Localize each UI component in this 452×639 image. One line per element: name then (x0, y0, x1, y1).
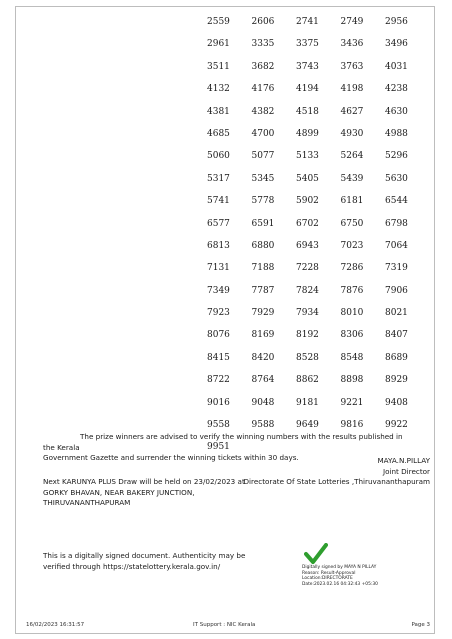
winning-number: 4382 (251, 106, 275, 117)
winning-number: 8306 (340, 330, 364, 341)
winning-number: 8192 (296, 330, 319, 341)
winning-number: 4031 (385, 61, 408, 72)
signature-signed-by: Digitally signed by MAYA N PILLAY (302, 565, 377, 570)
winning-number: 4238 (385, 84, 408, 95)
winning-number: 5060 (207, 151, 230, 162)
winning-number: 4198 (340, 84, 364, 95)
winning-number: 5317 (207, 173, 230, 184)
winning-number: 7923 (207, 308, 230, 319)
winning-number: 7349 (207, 285, 230, 296)
winning-number: 7934 (296, 308, 319, 319)
winning-number: 8021 (385, 308, 408, 319)
winning-number: 7228 (296, 263, 319, 274)
signer-title: Joint Director (382, 466, 430, 476)
winning-number: 3375 (296, 39, 319, 50)
winning-number: 8010 (340, 308, 364, 319)
winning-number: 6798 (385, 218, 408, 229)
winning-number: 8764 (251, 375, 275, 386)
winning-number: 9048 (251, 397, 275, 408)
winning-number: 5741 (207, 196, 230, 207)
winning-number: 2956 (385, 17, 408, 27)
winning-number: 7929 (251, 308, 275, 319)
winning-number: 9951 (207, 442, 230, 453)
winning-number: 8548 (340, 352, 364, 363)
prize-notice (43, 432, 415, 464)
winning-number: 5077 (251, 151, 275, 162)
signature-reason: Reason: Result-Approval (302, 570, 356, 576)
winning-number: 3496 (385, 39, 408, 50)
winning-number: 2961 (207, 39, 230, 50)
winning-number: 4194 (296, 84, 319, 95)
winning-number: 6544 (385, 196, 408, 207)
winning-number: 9922 (385, 420, 408, 431)
winning-number: 6813 (207, 240, 230, 251)
winning-number: 4132 (207, 84, 230, 95)
winning-number: 7023 (340, 240, 364, 251)
winning-number: 8169 (251, 330, 275, 341)
winning-number: 5630 (385, 173, 408, 184)
winning-number: 4176 (251, 84, 275, 95)
winning-number: 8528 (296, 352, 319, 363)
winning-number: 9221 (340, 397, 364, 408)
signer-name: MAYA.N.PILLAY (377, 456, 430, 465)
winning-number: 9649 (296, 420, 319, 431)
winning-number: 4899 (296, 128, 319, 139)
winning-number: 5133 (296, 151, 319, 162)
winning-number: 9181 (296, 397, 319, 408)
footer-timestamp: 16/02/2023 16:31:57 (26, 622, 85, 628)
checkmark-icon (304, 543, 328, 565)
next-draw-info (43, 477, 253, 509)
winning-number: 3682 (251, 61, 275, 72)
winning-number: 2559 (207, 17, 230, 27)
directorate-name: Directorate Of State Lotteries ,Thiruvananthapuram (243, 477, 430, 486)
winning-number: 8689 (385, 352, 408, 363)
signature-date: Date:2023.02.16 04:32:43 +05:30 (302, 581, 378, 587)
winning-number: 4685 (207, 128, 230, 139)
winning-number: 6943 (296, 240, 319, 251)
winning-number: 7876 (340, 285, 364, 296)
winning-number: 6880 (251, 240, 275, 251)
winning-number: 3743 (296, 61, 319, 72)
winning-number: 3511 (207, 61, 230, 72)
next-draw-line-3: THIRUVANANTHAPURAM (43, 498, 131, 507)
winning-number: 6181 (340, 196, 364, 207)
winning-number: 2741 (296, 17, 319, 27)
winning-number: 7319 (385, 263, 408, 274)
digital-note-line-2: verified through https://statelottery.kerala.gov.in/ (43, 562, 221, 571)
winning-number: 5778 (251, 196, 275, 207)
winning-number: 6591 (251, 218, 275, 229)
winning-number: 9016 (207, 397, 230, 408)
winning-number: 6577 (207, 218, 230, 229)
notice-line-2: Government Gazette and surrender the winning tickets within 30 days. (43, 453, 299, 462)
winning-number: 5264 (340, 151, 364, 162)
winning-number: 5902 (296, 196, 319, 207)
winning-number: 8420 (251, 352, 275, 363)
winning-number: 3763 (340, 61, 364, 72)
winning-number: 8929 (385, 375, 408, 386)
winning-number: 4627 (340, 106, 364, 117)
winning-number: 6702 (296, 218, 319, 229)
winning-number: 4988 (385, 128, 408, 139)
winning-number: 4700 (251, 128, 275, 139)
winning-number: 7064 (385, 240, 408, 251)
winning-number: 8076 (207, 330, 230, 341)
next-draw-line-1: Next KARUNYA PLUS Draw will be held on 23/02/2023 at (43, 477, 245, 486)
winning-number: 9408 (385, 397, 408, 408)
footer-support: IT Support : NIC Kerala (193, 622, 256, 628)
winning-number: 9588 (251, 420, 275, 431)
next-draw-line-2: GORKY BHAVAN, NEAR BAKERY JUNCTION, (43, 487, 195, 497)
digital-signature-block (302, 543, 412, 587)
winning-number: 7131 (207, 263, 230, 274)
winning-number: 8415 (207, 352, 230, 363)
signer-block (377, 456, 430, 477)
winning-number: 5439 (340, 173, 364, 184)
winning-number: 9816 (340, 420, 364, 431)
winning-number: 7824 (296, 285, 319, 296)
winning-number: 8898 (340, 375, 364, 386)
signature-location: Location:DIRECTORATE (302, 576, 353, 582)
digital-signature-note (43, 550, 263, 572)
notice-line-1: The prize winners are advised to verify the winning numbers with the results published in the Kerala (43, 432, 403, 452)
winning-number: 2606 (251, 17, 275, 27)
digital-note-line-1: This is a digitally signed document. Authenticity may be (43, 551, 246, 560)
winning-number: 6750 (340, 218, 364, 229)
winning-number: 4630 (385, 106, 408, 117)
winning-number: 8407 (385, 330, 408, 341)
winning-number: 5345 (251, 173, 275, 184)
winning-number: 8862 (296, 375, 319, 386)
winning-numbers-grid (207, 11, 430, 459)
winning-number: 4518 (296, 106, 319, 117)
winning-number: 7286 (340, 263, 364, 274)
winning-number: 7188 (251, 263, 275, 274)
winning-number: 7787 (251, 285, 275, 296)
winning-number: 4930 (340, 128, 364, 139)
winning-number: 5296 (385, 151, 408, 162)
winning-number: 3335 (251, 39, 275, 50)
winning-number: 5405 (296, 173, 319, 184)
winning-number: 2749 (340, 17, 364, 27)
winning-number: 9558 (207, 420, 230, 431)
winning-number: 3436 (340, 39, 364, 50)
winning-number: 7906 (385, 285, 408, 296)
winning-number: 8722 (207, 375, 230, 386)
winning-number: 4381 (207, 106, 230, 117)
footer-page-number: Page 3 (411, 622, 430, 628)
